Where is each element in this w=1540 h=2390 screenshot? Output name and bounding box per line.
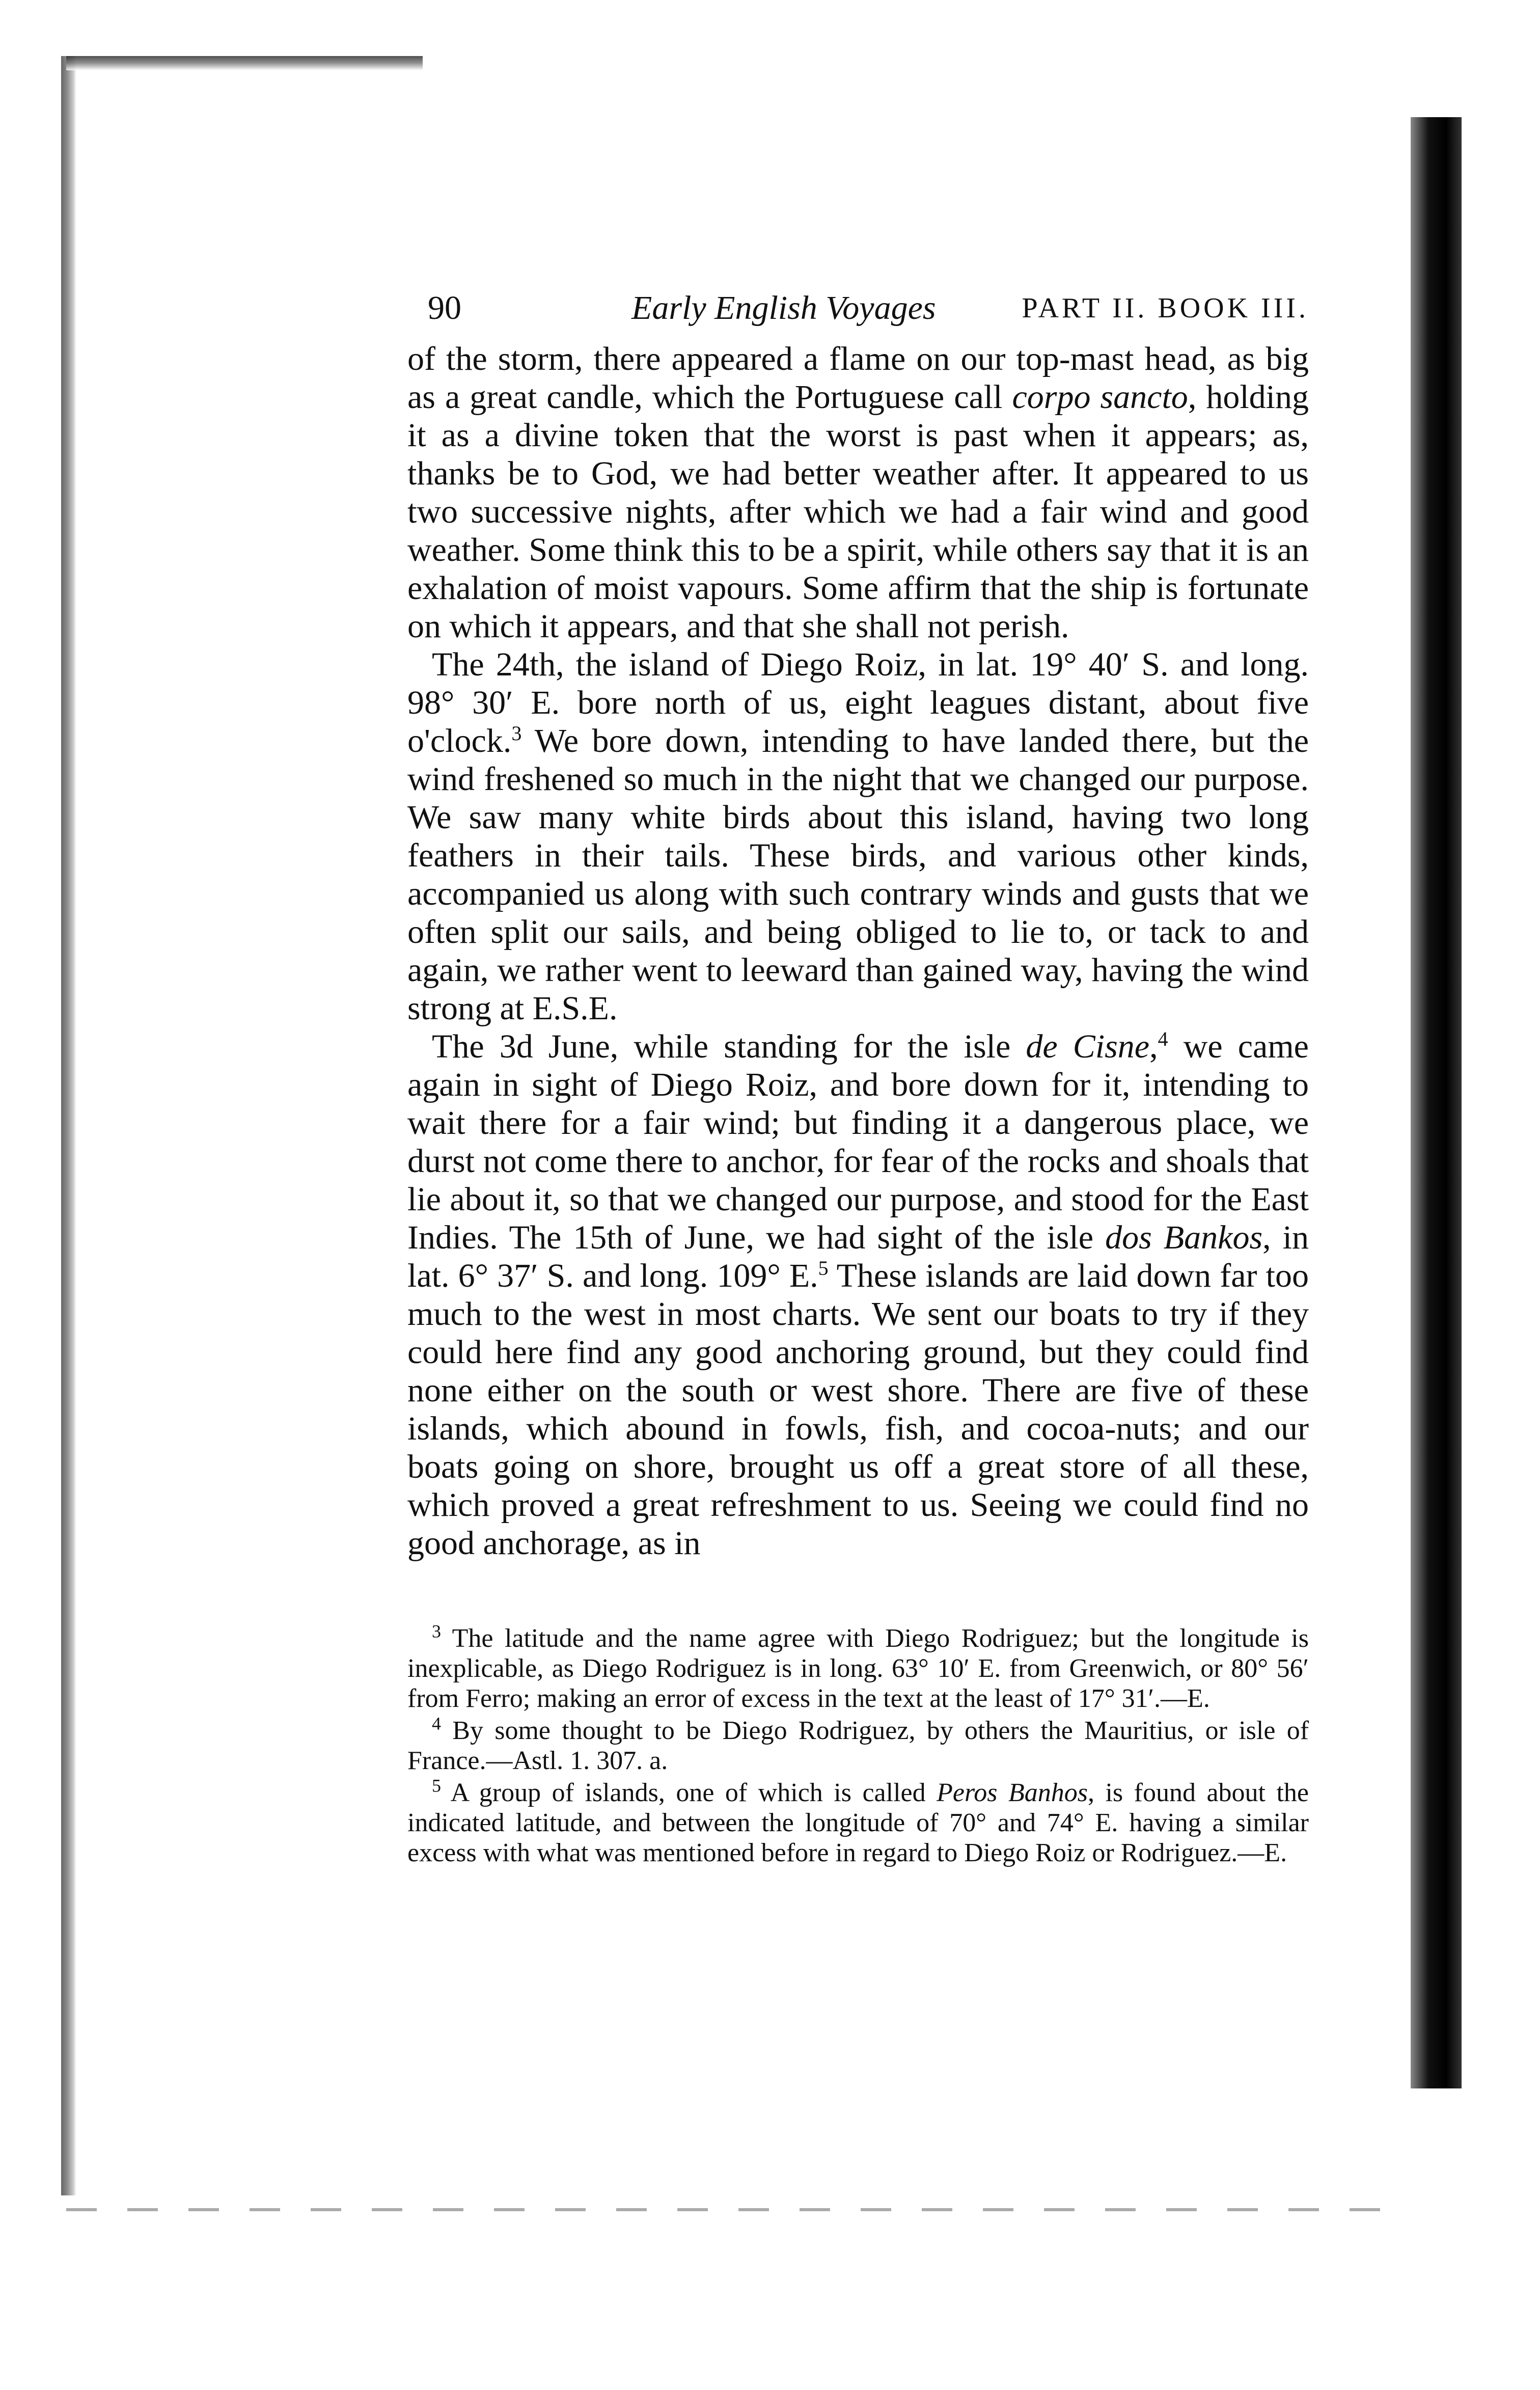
footnotes [407, 1623, 1309, 1868]
bottom-scan-artifact [66, 2208, 1400, 2211]
footnote-marker: 5 [432, 1775, 441, 1796]
running-head [407, 283, 1309, 334]
page-binding-shadow [61, 56, 76, 2195]
part-book-label: PART II. BOOK III. [1022, 292, 1309, 324]
footnote-ref-4[interactable]: 4 [1158, 1027, 1168, 1050]
main-text [407, 340, 1309, 1562]
page-edge-shadow [1411, 117, 1462, 2088]
paragraph-storm: of the storm, there appeared a flame on our top-mast head, as big as a great candle, which the Portuguese call corpo sancto, holding it as a divine token that the worst is past when it appears; as, thanks be to God, we had better weather after. It appeared to us two successive nights, after which we had a fair wind and good weather. Some think this to be a spirit, while others say that it is an exhalation of moist vapours. Some affirm that the ship is fortunate on which it appears, and that she shall not perish. [407, 340, 1309, 645]
footnote-ref-5[interactable]: 5 [818, 1257, 829, 1280]
footnote-5: $^5$ A group of islands, one of which is called Peros Banhos, is found about the indicated latitude, and between the longitude of 70° and 74° E. having a similar excess with what was mentioned before in regard to Diego Roiz or Rodriguez.—E. [407, 1775, 1309, 1867]
running-title: Early English Voyages [631, 289, 936, 327]
paragraph-diego-roiz: The 24th, the island of Diego Roiz, in lat. 19° 40′ S. and long. 98° 30′ E. bore north of us, eight leagues distant, about five o'clock.$^3$ We bore down, intending to have landed there, but the wind freshened so much in the night that we changed our purpose. We saw many white birds about this island, having two long feathers in their tails. These birds, and various other kinds, accompanied us along with such contrary winds and gusts that we often split our sails, and being obliged to lie to, or tack to and again, we rather went to leeward than gained way, having the wind strong at E.S.E. [407, 646, 1309, 1027]
footnote-4: $^4$ By some thought to be Diego Rodriguez, by others the Mauritius, or isle of France.—Astl. 1. 307. a. [407, 1713, 1309, 1775]
page-top-shadow [66, 56, 423, 70]
paragraph-de-cisne: The 3d June, while standing for the isle de Cisne,$^4$ we came again in sight of Diego Roiz, and bore down for it, intending to wait there for a fair wind; but finding it a dangerous place, we durst not come there to anchor, for fear of the rocks and shoals that lie about it, so that we changed our purpose, and stood for the East Indies. The 15th of June, we had sight of the isle dos Bankos, in lat. 6° 37′ S. and long. 109° E.$^5$ These islands are laid down far too much to the west in most charts. We sent our boats to try if they could here find any good anchoring ground, but they could find none either on the south or west shore. There are five of these islands, which abound in fowls, fish, and cocoa-nuts; and our boats going on shore, brought us off a great store of all these, which proved a great refreshment to us. Seeing we could find no good anchorage, as in [407, 1027, 1309, 1562]
page-number: 90 [428, 289, 461, 327]
book-page [407, 283, 1309, 1870]
footnote-ref-3[interactable]: 3 [511, 722, 522, 745]
footnote-marker: 4 [432, 1713, 441, 1734]
footnote-3: $^3$ The latitude and the name agree with Diego Rodriguez; but the longitude is inexplicable, as Diego Rodriguez is in long. 63° 10′ E. from Greenwich, or 80° 56′ from Ferro; making an error of excess in the text at the least of 17° 31′.—E. [407, 1621, 1309, 1713]
footnote-marker: 3 [432, 1621, 441, 1642]
